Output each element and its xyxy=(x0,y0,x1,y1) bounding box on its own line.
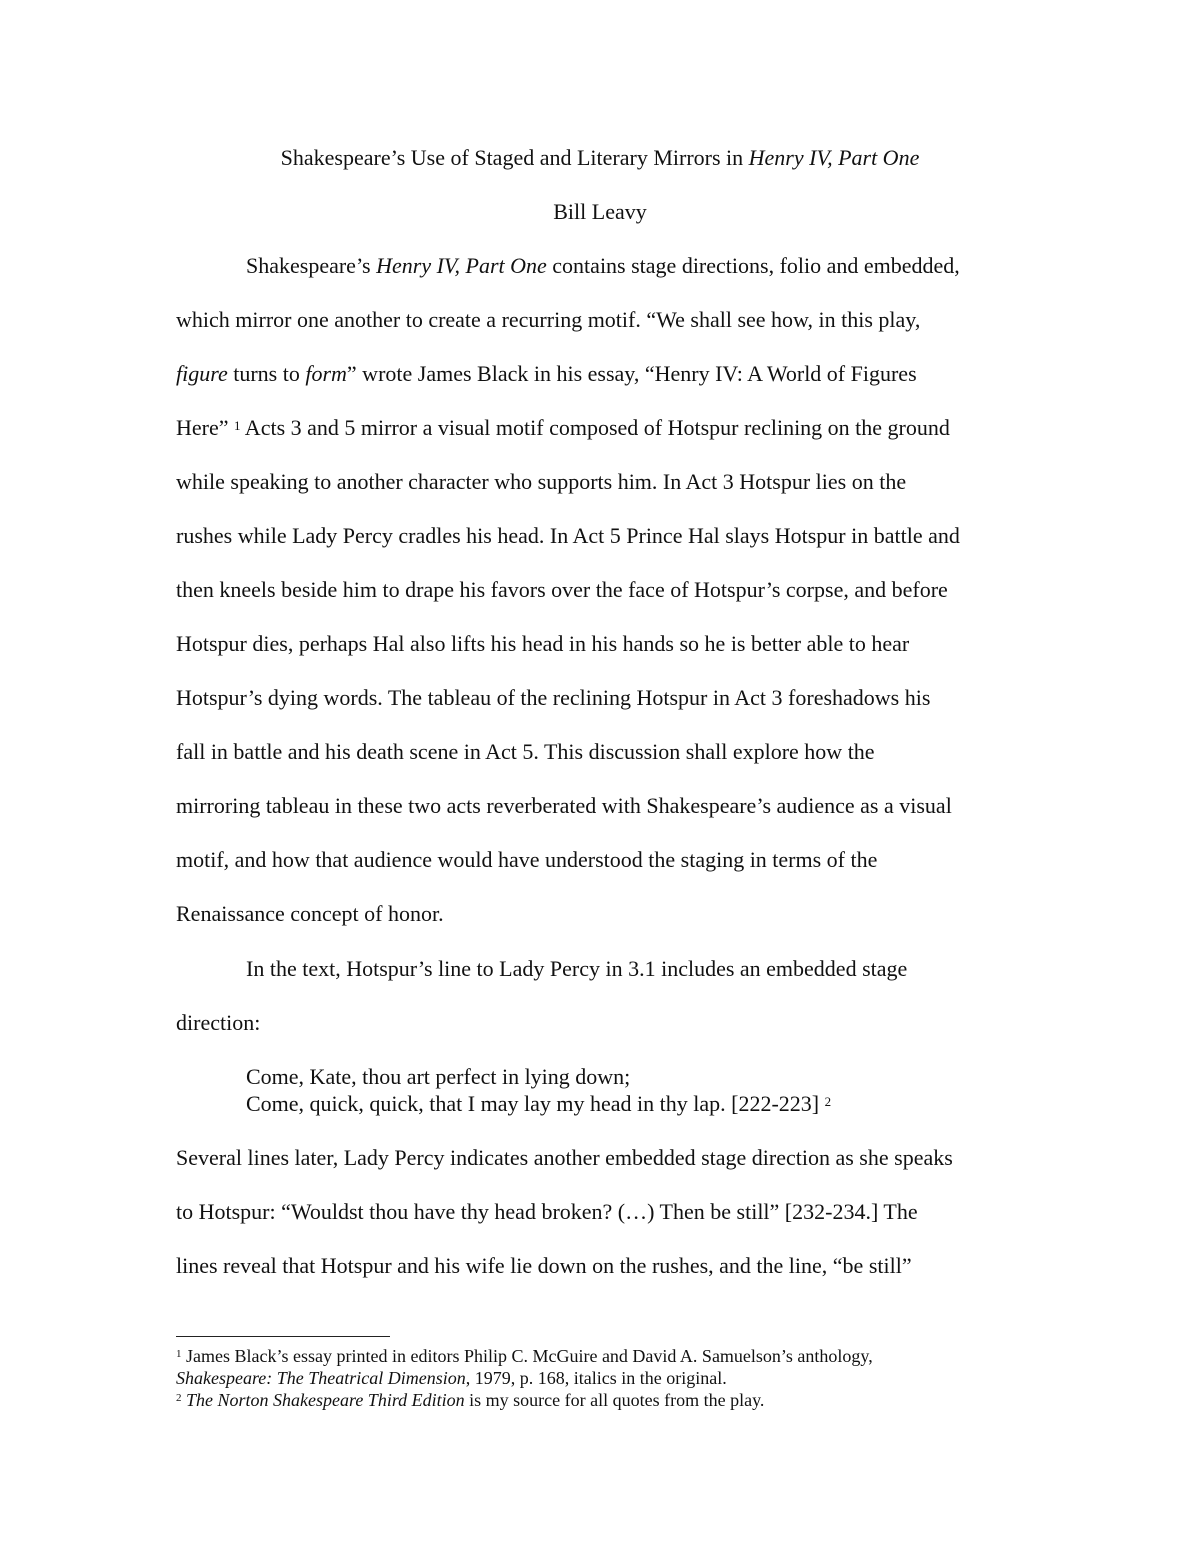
body-line xyxy=(176,413,950,443)
italic-run: The Norton Shakespeare Third Edition xyxy=(181,1390,465,1410)
footnote-ref-2[interactable]: 2 xyxy=(824,1094,832,1109)
text-run: is my source for all quotes from the play. xyxy=(464,1390,765,1410)
footnote-number: 2 xyxy=(176,1392,182,1404)
body-line: fall in battle and his death scene in Act 5. This discussion shall explore how the xyxy=(176,739,875,764)
body-line: direction: xyxy=(176,1010,261,1035)
footnote-number: 1 xyxy=(176,1348,182,1360)
body-line xyxy=(246,251,960,281)
footnote-1-continued xyxy=(176,1367,727,1389)
body-line: rushes while Lady Percy cradles his head. In Act 5 Prince Hal slays Hotspur in battle and xyxy=(176,523,960,548)
body-line: motif, and how that audience would have understood the staging in terms of the xyxy=(176,847,878,872)
document-title xyxy=(0,143,1200,173)
italic-run: figure xyxy=(176,361,228,386)
body-line: lines reveal that Hotspur and his wife lie down on the rushes, and the line, “be still” xyxy=(176,1253,912,1278)
text-run: contains stage directions, folio and embedded, xyxy=(546,253,960,278)
footnote-2 xyxy=(176,1389,764,1411)
author-name: Bill Leavy xyxy=(553,199,647,224)
italic-run: form xyxy=(305,361,347,386)
body-line: Hotspur dies, perhaps Hal also lifts his head in his hands so he is better able to hear xyxy=(176,631,910,656)
body-line: Hotspur’s dying words. The tableau of the reclining Hotspur in Act 3 foreshadows his xyxy=(176,685,931,710)
text-run: Here” xyxy=(176,415,235,440)
body-line: then kneels beside him to drape his favors over the face of Hotspur’s corpse, and before xyxy=(176,577,948,602)
text-run: , 1979, p. 168, italics in the original. xyxy=(465,1368,727,1388)
text-run: James Black’s essay printed in editors Philip C. McGuire and David A. Samuelson’s anthology, xyxy=(181,1346,873,1366)
body-line: while speaking to another character who supports him. In Act 3 Hotspur lies on the xyxy=(176,469,907,494)
text-run: ” wrote James Black in his essay, “Henry IV: A World of Figures xyxy=(346,361,917,386)
body-line: Renaissance concept of honor. xyxy=(176,901,444,926)
body-line: mirroring tableau in these two acts reverberated with Shakespeare’s audience as a visual xyxy=(176,793,952,818)
footnote-1 xyxy=(176,1345,873,1367)
body-line xyxy=(176,359,917,389)
footnote-separator xyxy=(176,1336,390,1337)
body-line: In the text, Hotspur’s line to Lady Percy in 3.1 includes an embedded stage xyxy=(246,956,908,981)
block-quote-line: Come, Kate, thou art perfect in lying down; xyxy=(246,1064,631,1089)
block-quote-line xyxy=(246,1090,831,1117)
title-text: Shakespeare’s Use of Staged and Literary Mirrors in xyxy=(280,145,749,170)
text-run: Shakespeare’s xyxy=(246,253,377,278)
text-run: Acts 3 and 5 mirror a visual motif composed of Hotspur reclining on the ground xyxy=(240,415,950,440)
body-line: Several lines later, Lady Percy indicates another embedded stage direction as she speaks xyxy=(176,1145,953,1170)
body-line: which mirror one another to create a recurring motif. “We shall see how, in this play, xyxy=(176,307,921,332)
footnote-ref-1[interactable]: 1 xyxy=(234,418,241,433)
text-run: turns to xyxy=(227,361,306,386)
italic-run: Henry IV, Part One xyxy=(376,253,547,278)
title-play-name: Henry IV, Part One xyxy=(748,145,920,170)
italic-run: Shakespeare: The Theatrical Dimension xyxy=(176,1368,466,1388)
body-line: to Hotspur: “Wouldst thou have thy head broken? (…) Then be still” [232-234.] The xyxy=(176,1199,918,1224)
text-run: Come, quick, quick, that I may lay my head in thy lap. [222-223] xyxy=(246,1091,825,1116)
